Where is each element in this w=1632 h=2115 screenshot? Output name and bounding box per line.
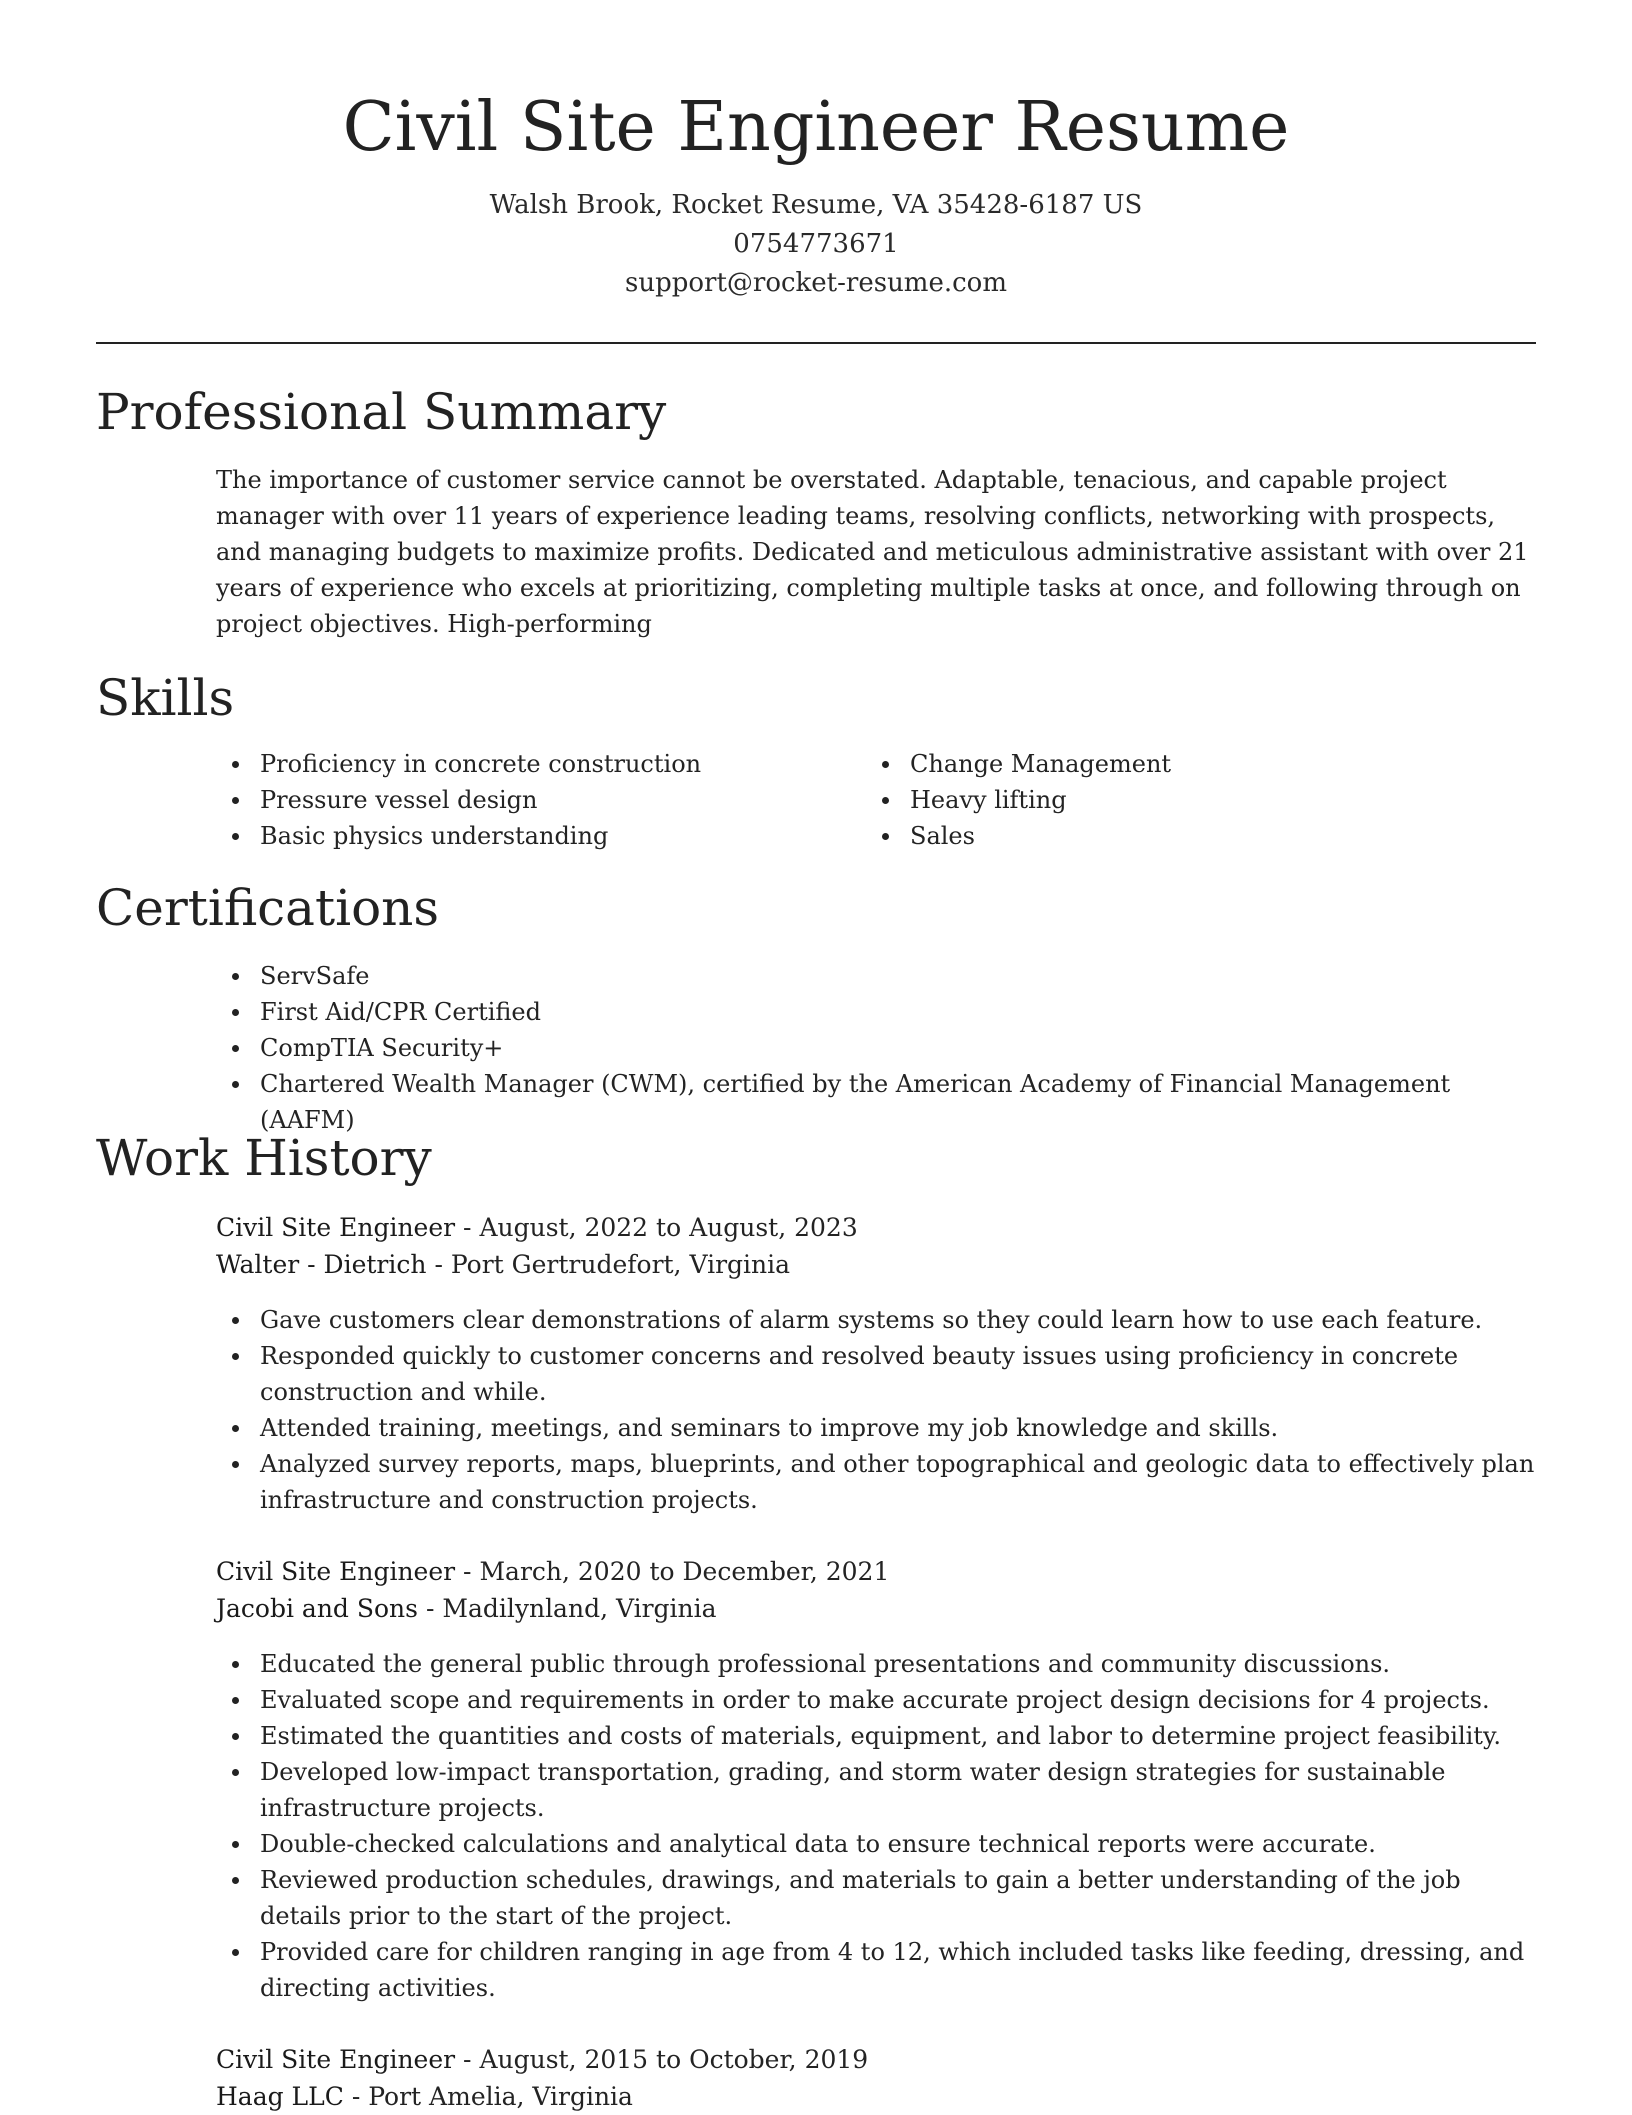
- job-bullet: Provided care for children ranging in age from 4 to 12, which included tasks like feeding, dressing, and directing activities.: [216, 1934, 1546, 2006]
- job-bullet: Estimated the quantities and costs of materials, equipment, and labor to determine project feasibility.: [216, 1718, 1546, 1754]
- job-title: Civil Site Engineer: [216, 1213, 456, 1242]
- job-title: Civil Site Engineer: [216, 1557, 456, 1586]
- certifications-list: [216, 958, 1546, 1138]
- job-2-company-line: [216, 1590, 717, 1627]
- job-bullet: Evaluated scope and requirements in order to make accurate project design decisions for 4 projects.: [216, 1682, 1546, 1718]
- work-history-heading: Work History: [96, 1129, 432, 1187]
- skill-item: Heavy lifting: [866, 782, 1506, 818]
- header-divider: [96, 342, 1536, 344]
- skills-heading: Skills: [96, 669, 235, 727]
- job-bullet: Reviewed production schedules, drawings, and materials to gain a better understanding of the job details prior to the start of the project.: [216, 1862, 1546, 1934]
- contact-address: Walsh Brook, Rocket Resume, VA 35428-6187 US: [489, 190, 1143, 220]
- separator: -: [426, 1250, 451, 1279]
- job-bullet: Attended training, meetings, and seminars to improve my job knowledge and skills.: [216, 1410, 1546, 1446]
- job-2-title-line: [216, 1553, 889, 1590]
- skills-list-right: [866, 746, 1506, 854]
- job-bullet: Gave customers clear demonstrations of alarm systems so they could learn how to use each feature.: [216, 1302, 1546, 1338]
- job-location: Port Amelia, Virginia: [368, 2082, 633, 2111]
- job-bullet: Double-checked calculations and analytical data to ensure technical reports were accurate.: [216, 1826, 1546, 1862]
- job-1-title-line: [216, 1209, 858, 1246]
- job-dates: March, 2020 to December, 2021: [479, 1557, 890, 1586]
- certification-item: ServSafe: [216, 958, 1546, 994]
- skills-list-left: [216, 746, 856, 854]
- separator: -: [418, 1594, 443, 1623]
- skill-item: Proficiency in concrete construction: [216, 746, 856, 782]
- page-title: Civil Site Engineer Resume: [342, 88, 1290, 167]
- separator: -: [455, 1557, 480, 1586]
- separator: -: [343, 2082, 369, 2111]
- job-bullet: Developed low-impact transportation, grading, and storm water design strategies for sustainable infrastructure projects.: [216, 1754, 1546, 1826]
- job-bullet: Educated the general public through professional presentations and community discussions.: [216, 1646, 1546, 1682]
- job-1-company-line: [216, 1246, 790, 1283]
- job-dates: August, 2015 to October, 2019: [479, 2045, 869, 2074]
- skill-item: Pressure vessel design: [216, 782, 856, 818]
- job-dates: August, 2022 to August, 2023: [479, 1213, 858, 1242]
- certifications-heading: Certifications: [96, 879, 440, 937]
- certification-item: First Aid/CPR Certified: [216, 994, 1546, 1030]
- certification-item: Chartered Wealth Manager (CWM), certified by the American Academy of Financial Management (AAFM): [216, 1066, 1546, 1138]
- job-1-bullets: [216, 1302, 1546, 1518]
- skill-item: Change Management: [866, 746, 1506, 782]
- job-3-title-line: [216, 2041, 868, 2078]
- separator: -: [455, 1213, 480, 1242]
- summary-heading: Professional Summary: [96, 383, 667, 441]
- job-location: Madilynland, Virginia: [442, 1594, 717, 1623]
- certification-item: CompTIA Security+: [216, 1030, 1546, 1066]
- job-bullet: Analyzed survey reports, maps, blueprints, and other topographical and geologic data to effectively plan infrastructure and construction projects.: [216, 1446, 1546, 1518]
- summary-text: The importance of customer service cannot be overstated. Adaptable, tenacious, and capable project manager with over 11 years of experience leading teams, resolving conflicts, networking with prospects, and managing budgets to maximize profits. Dedicated and meticulous administrative assistant with over 21 years of experience who excels at prioritizing, completing multiple tasks at once, and following through on project objectives. High-performing: [216, 466, 1529, 638]
- contact-block: [0, 186, 1632, 303]
- job-bullet: Responded quickly to customer concerns and resolved beauty issues using proficiency in concrete construction and while.: [216, 1338, 1546, 1410]
- job-title: Civil Site Engineer: [216, 2045, 456, 2074]
- contact-phone: 0754773671: [733, 229, 899, 259]
- separator: -: [455, 2045, 480, 2074]
- job-company: Walter - Dietrich: [216, 1250, 427, 1279]
- job-location: Port Gertrudefort, Virginia: [450, 1250, 791, 1279]
- contact-email: support@rocket-resume.com: [624, 268, 1007, 298]
- skill-item: Basic physics understanding: [216, 818, 856, 854]
- skill-item: Sales: [866, 818, 1506, 854]
- job-company: Haag LLC: [216, 2082, 344, 2111]
- resume-header: [0, 82, 1632, 303]
- job-company: Jacobi and Sons: [216, 1594, 418, 1623]
- job-3-company-line: [216, 2078, 633, 2115]
- job-2-bullets: [216, 1646, 1546, 2006]
